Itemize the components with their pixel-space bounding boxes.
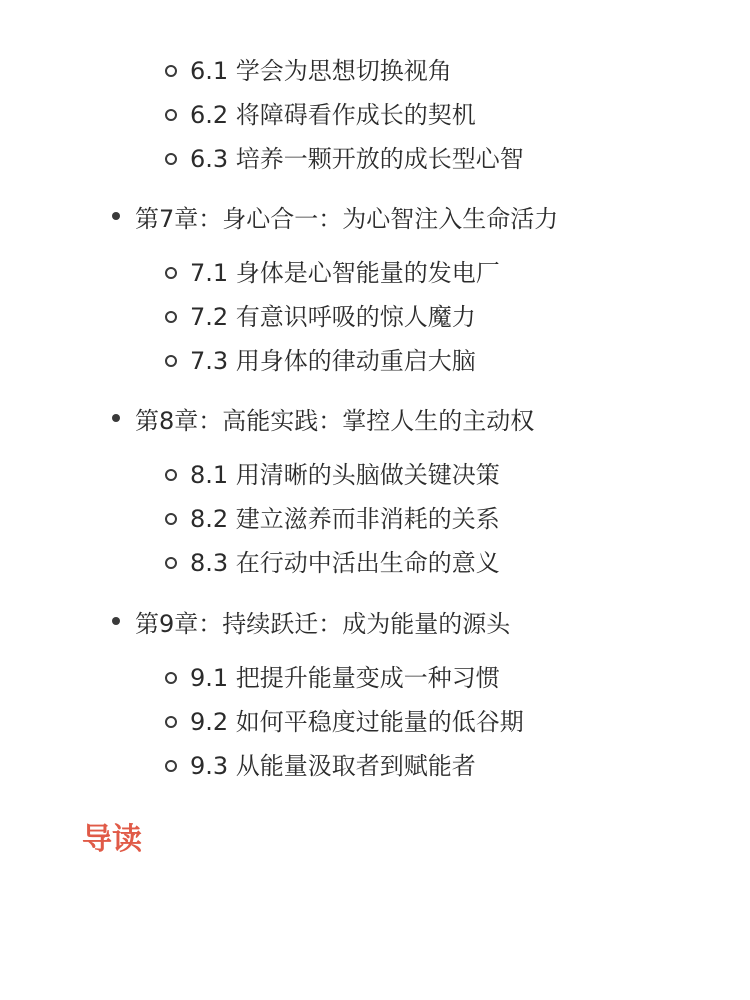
dot-bullet-icon	[112, 617, 120, 625]
circle-bullet-icon	[165, 557, 177, 569]
list-item	[165, 744, 524, 788]
section-title: 6.2 将障碍看作成长的契机	[190, 101, 476, 129]
list-item	[165, 251, 500, 295]
chapter-title: 第8章：高能实践：掌控人生的主动权	[135, 406, 535, 435]
circle-bullet-icon	[165, 672, 177, 684]
chapter-7-heading	[112, 194, 558, 238]
section-title: 7.3 用身体的律动重启大脑	[190, 347, 476, 375]
chapter-8-section-list	[165, 453, 500, 585]
dot-bullet-icon	[112, 414, 120, 422]
section-title: 9.3 从能量汲取者到赋能者	[190, 752, 476, 780]
section-title: 7.2 有意识呼吸的惊人魔力	[190, 303, 476, 331]
circle-bullet-icon	[165, 153, 177, 165]
chapter-9-section-list	[165, 656, 524, 788]
list-item	[165, 453, 500, 497]
list-item	[165, 656, 524, 700]
circle-bullet-icon	[165, 267, 177, 279]
circle-bullet-icon	[165, 716, 177, 728]
list-item	[165, 49, 524, 93]
chapter-title: 第7章：身心合一：为心智注入生命活力	[135, 204, 559, 233]
section-title: 9.2 如何平稳度过能量的低谷期	[190, 708, 524, 736]
list-item	[165, 541, 500, 585]
circle-bullet-icon	[165, 65, 177, 77]
chapter-7-section-list	[165, 251, 500, 383]
section-heading: 导读	[82, 822, 142, 857]
chapter-8-heading	[112, 396, 534, 440]
circle-bullet-icon	[165, 469, 177, 481]
section-title: 8.1 用清晰的头脑做关键决策	[190, 461, 500, 489]
list-item	[165, 137, 524, 181]
chapter-title: 第9章：持续跃迁：成为能量的源头	[135, 609, 511, 638]
circle-bullet-icon	[165, 311, 177, 323]
list-item	[165, 497, 500, 541]
section-title: 6.3 培养一颗开放的成长型心智	[190, 145, 524, 173]
section-title: 8.2 建立滋养而非消耗的关系	[190, 505, 500, 533]
list-item	[165, 295, 500, 339]
section-title: 6.1 学会为思想切换视角	[190, 57, 452, 85]
section-title: 7.1 身体是心智能量的发电厂	[190, 259, 500, 287]
chapter-9-heading	[112, 599, 510, 643]
section-title: 8.3 在行动中活出生命的意义	[190, 549, 500, 577]
list-item	[165, 700, 524, 744]
list-item	[165, 93, 524, 137]
chapter-6-section-list	[165, 49, 524, 181]
circle-bullet-icon	[165, 760, 177, 772]
dot-bullet-icon	[112, 212, 120, 220]
list-item	[165, 339, 500, 383]
circle-bullet-icon	[165, 513, 177, 525]
circle-bullet-icon	[165, 355, 177, 367]
section-title: 9.1 把提升能量变成一种习惯	[190, 664, 500, 692]
circle-bullet-icon	[165, 109, 177, 121]
